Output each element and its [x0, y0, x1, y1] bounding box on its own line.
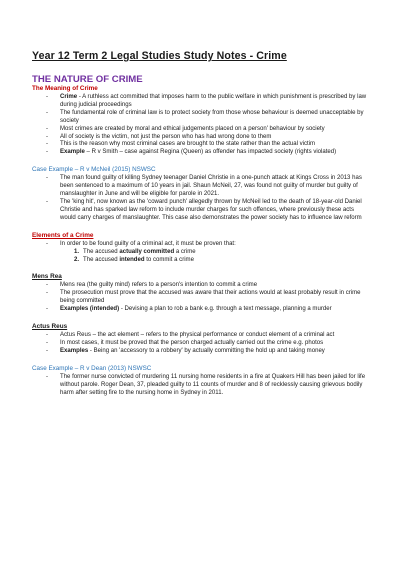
meaning-heading: The Meaning of Crime	[32, 85, 98, 92]
elements-numbered-list	[32, 249, 370, 265]
case-mcneil-list	[32, 175, 370, 222]
meaning-list	[32, 94, 370, 157]
numbered-item: 2. The accused intended to commit a crime	[74, 256, 194, 263]
list-item: - Most crimes are created by moral and ethical judgements placed on a person' behaviour by society	[60, 126, 370, 134]
list-item: - In most cases, it must be proved that the person charged actually carried out the crime e.g. photos	[60, 340, 370, 348]
case-heading-mcneil: Case Example – R v McNeil (2015) NSWSC	[32, 166, 156, 174]
elements-intro-list	[32, 241, 370, 249]
list-item: - Examples - Being an 'accessory to a robbery' by actually committing the hold up and taking money	[60, 348, 370, 356]
elements-heading: Elements of a Crime	[32, 231, 94, 239]
list-item: - This is the reason why most criminal cases are brought to the state rather than the actual victim	[60, 141, 370, 149]
list-item: - Actus Reus – the act element – refers to the physical performance or conduct element of a criminal act	[60, 332, 370, 340]
numbered-item: 1. The accused actually committed a crime	[74, 248, 196, 255]
list-item: - Examples (intended) - Devising a plan to rob a bank e.g. through a text message, planning a murder	[60, 306, 370, 314]
case-heading-dean: Case Example – R v Dean (2013) NSWSC	[32, 364, 152, 372]
list-item: - Crime - A ruthless act committed that imposes harm to the public welfare in which punishment is prescribed by law during judicial proceedings	[60, 94, 370, 110]
list-item: - All of society is the victim, not just the person who has had wrong done to them	[60, 134, 370, 142]
list-item: - Mens rea (the guilty mind) refers to a person's intention to commit a crime	[60, 282, 370, 290]
list-item: - The prosecution must prove that the accused was aware that their actions would at least probably result in crime being committed	[60, 290, 370, 306]
document-title: Year 12 Term 2 Legal Studies Study Notes - Crime	[32, 50, 287, 62]
list-item: - The former nurse convicted of murdering 11 nursing home residents in a fire at Quakers Hill has been jailed for life without parole. Roger Dean, 37, pleaded guilty to 11 counts of murder and 8 of recklessly causing grievous bodily harm after setting fire to the nursing home in Sydney in 2011.	[60, 374, 370, 398]
list-item: - In order to be found guilty of a criminal act, it must be proven that:	[60, 241, 370, 249]
mens-rea-list	[32, 282, 370, 314]
section-heading: THE NATURE OF CRIME	[32, 74, 143, 85]
list-item: - Example – R v Smith – case against Regina (Queen) as offender has impacted society (rights violated)	[60, 149, 370, 157]
actus-reus-list	[32, 332, 370, 356]
case-dean-list	[32, 374, 370, 398]
list-item: - The fundamental role of criminal law is to protect society from those whose behaviour is deemed unacceptable by society	[60, 110, 370, 126]
list-item: - The man found guilty of killing Sydney teenager Daniel Christie in a one-punch attack at Kings Cross in 2013 has been sentenced to a maximum of 10 years in jail. Shaun McNeil, 27, was found not guilty of murder but guilty of manslaughter in June and will be eligible for parole in 2021.	[60, 175, 370, 199]
list-item: - The 'king hit', now known as the 'coward punch' allegedly thrown by McNeil led to the death of 18-year-old Daniel Christie and has sparked law reform to include murder charges for such offences, where previously these acts would carry charges of manslaughter. This case also demonstrates the power society has to influence law reform	[60, 199, 370, 223]
mens-rea-heading: Mens Rea	[32, 273, 62, 281]
actus-reus-heading: Actus Reus	[32, 323, 68, 331]
